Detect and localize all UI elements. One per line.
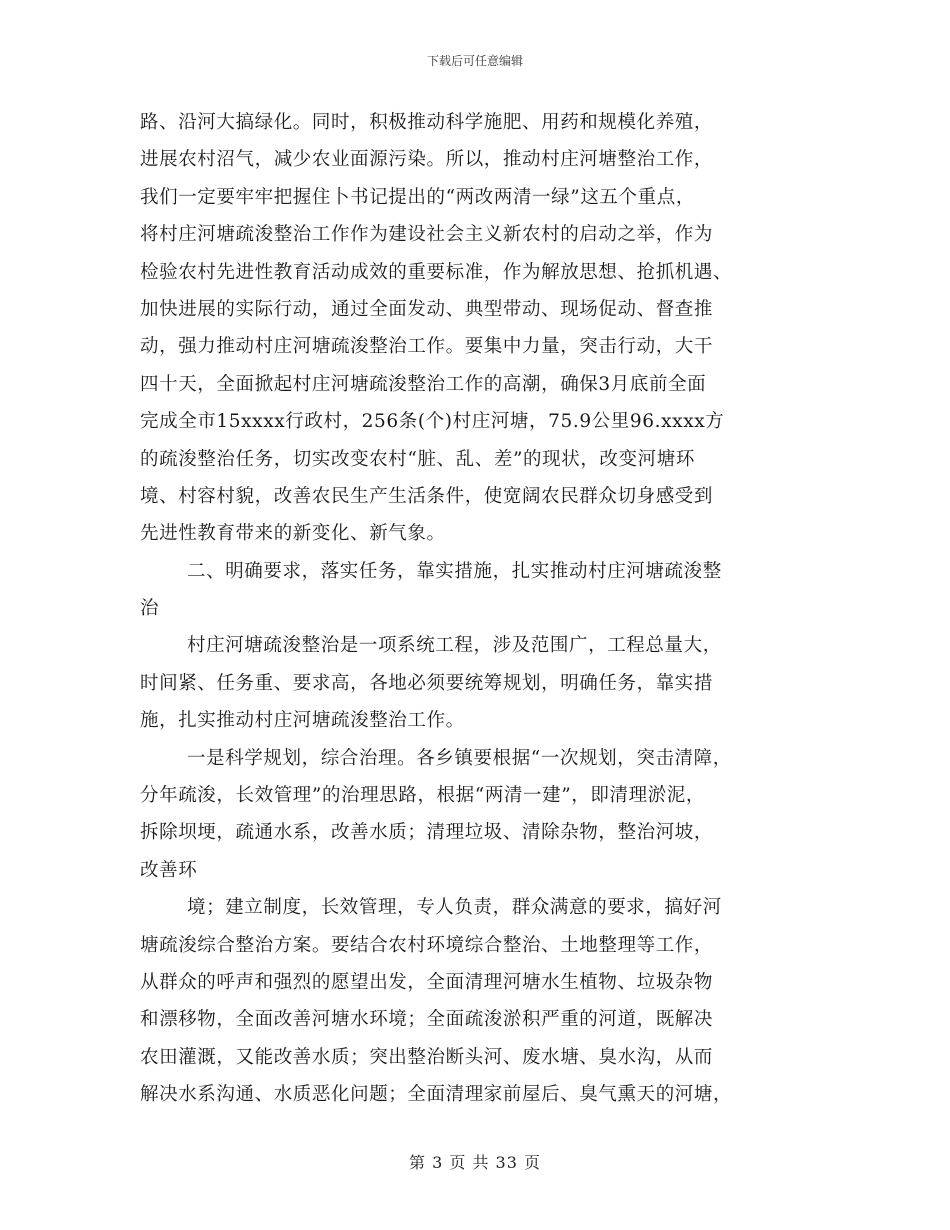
text-line: 动，强力推动村庄河塘疏浚整治工作。要集中力量，突击行动，大干 <box>140 336 714 358</box>
text-line: 的疏浚整治任务，切实改变农村“脏、乱、差”的现状，改变河塘环 <box>140 448 695 470</box>
section-heading-continuation: 治 <box>140 598 160 620</box>
text-line: 我们一定要牢牢把握住卜书记提出的“两改两清一绿”这五个重点， <box>140 186 695 208</box>
text-line: 农田灌溉，又能改善水质；突出整治断头河、废水塘、臭水沟，从而 <box>140 1046 714 1068</box>
text-line: 和漂移物，全面改善河塘水环境；全面疏浚淤积严重的河道，既解决 <box>140 1009 714 1031</box>
text-line: 拆除坝埂，疏通水系，改善水质；清理垃圾、清除杂物，整治河坡， <box>140 822 714 844</box>
text-line: 境；建立制度，长效管理，专人负责，群众满意的要求，搞好河 <box>187 897 722 919</box>
text-line: 解决水系沟通、水质恶化问题；全面清理家前屋后、臭气熏天的河塘， <box>140 1084 733 1106</box>
text-line: 村庄河塘疏浚整治是一项系统工程，涉及范围广，工程总量大， <box>187 635 722 657</box>
text-line: 先进性教育带来的新变化、新气象。 <box>140 523 446 545</box>
text-line: 塘疏浚综合整治方案。要结合农村环境综合整治、土地整理等工作， <box>140 934 714 956</box>
text-line: 将村庄河塘疏浚整治工作作为建设社会主义新农村的启动之举，作为 <box>140 224 714 246</box>
document-body <box>140 104 820 1114</box>
text-line: 进展农村沼气，减少农业面源污染。所以，推动村庄河塘整治工作， <box>140 149 714 171</box>
text-line: 境、村容村貌，改善农民生产生活条件，使宽阔农民群众切身感受到 <box>140 485 714 507</box>
section-heading: 二、明确要求，落实任务，靠实措施，扎实推动村庄河塘疏浚整 <box>187 560 722 582</box>
text-line: 改善环 <box>140 859 198 881</box>
text-line: 路、沿河大搞绿化。同时，积极推动科学施肥、用药和规模化养殖， <box>140 112 714 133</box>
text-line: 从群众的呼声和强烈的愿望出发，全面清理河塘水生植物、垃圾杂物 <box>140 971 714 993</box>
page-header: 下载后可任意编辑 <box>426 54 523 68</box>
text-line: 完成全市15xxxx行政村，256条(个)村庄河塘，75.9公里96.xxxx方 <box>140 411 725 433</box>
text-line: 施，扎实推动村庄河塘疏浚整治工作。 <box>140 710 465 732</box>
text-line: 四十天，全面掀起村庄河塘疏浚整治工作的高潮，确保3月底前全面 <box>140 373 707 395</box>
page-number: 第 3 页 共 33 页 <box>409 1153 541 1172</box>
text-line: 分年疏浚，长效管理”的治理思路，根据“两清一建”，即清理淤泥， <box>140 785 705 807</box>
text-line: 检验农村先进性教育活动成效的重要标准，作为解放思想、抢抓机遇、 <box>140 261 733 283</box>
text-line: 加快进展的实际行动，通过全面发动、典型带动、现场促动、督查推 <box>140 298 714 320</box>
text-line: 一是科学规划，综合治理。各乡镇要根据“一次规划，突击清障， <box>187 747 732 769</box>
text-line: 时间紧、任务重、要求高，各地必须要统筹规划，明确任务，靠实措 <box>140 672 714 694</box>
